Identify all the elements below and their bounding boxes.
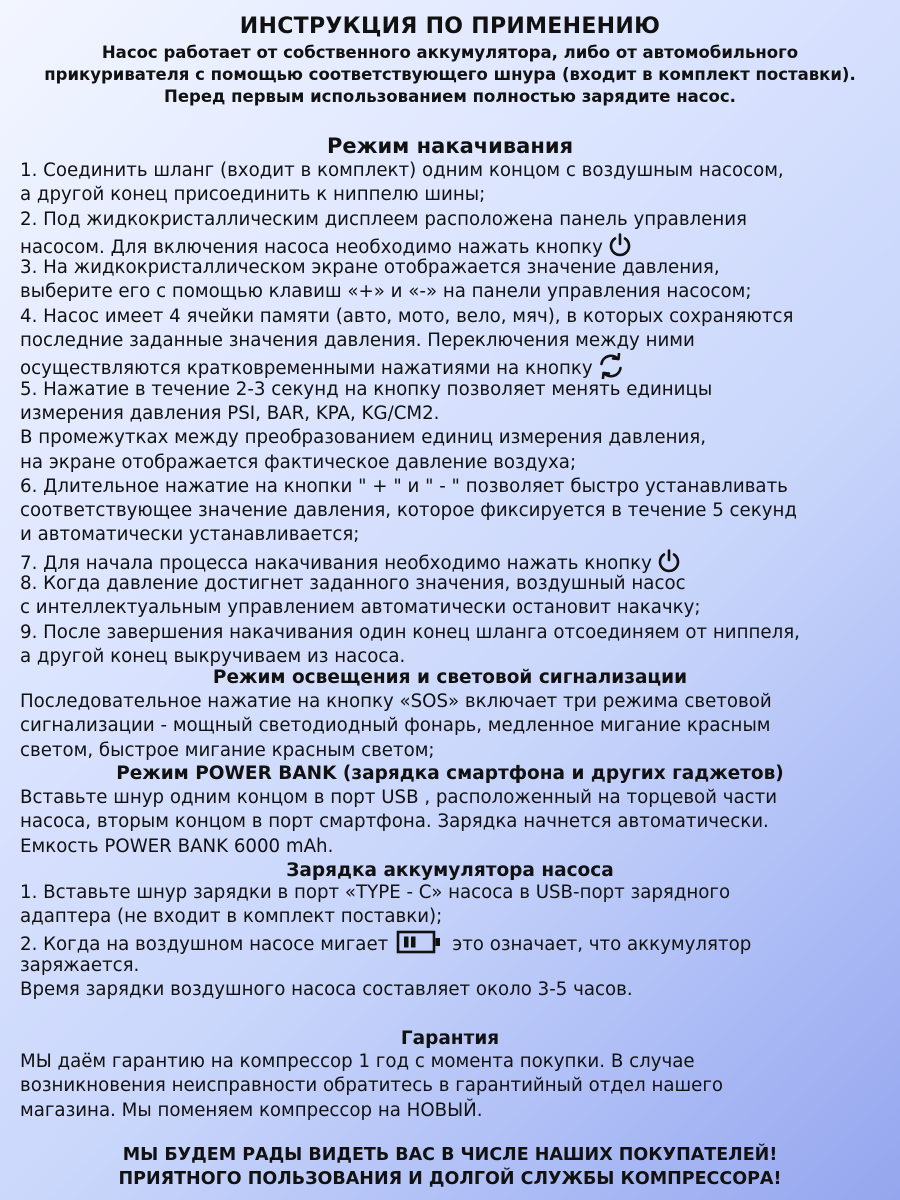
text-line: 2. Под жидкокристаллическим дисплеем расположена панель управления	[20, 208, 748, 230]
text-line-with-icon	[20, 232, 890, 256]
warranty-heading: Гарантия	[400, 1028, 500, 1049]
text-line: возникновения неисправности обратитесь в гарантийный отдел нашего	[20, 1075, 724, 1097]
text-line: осуществляются кратковременными нажатиями на кнопку	[20, 358, 593, 380]
text-line: и автоматически устанавливается;	[20, 524, 360, 546]
text-line: 5. Нажатие в течение 2-3 секунд на кнопку позволяет менять единицы	[20, 378, 713, 400]
page-title: ИНСТРУКЦИЯ ПО ПРИМЕНЕНИЮ	[239, 14, 661, 39]
intro-line: Перед первым использованием полностью зарядите насос.	[164, 87, 736, 106]
text-line: а другой конец присоединить к ниппелю шины;	[20, 184, 486, 206]
text-line: измерения давления PSI, BAR, KPA, KG/CM2.	[20, 402, 440, 424]
text-line: МЫ даём гарантию на компрессор 1 год с момента покупки. В случае	[20, 1051, 695, 1072]
text-line: это означает, что аккумулятор	[452, 933, 752, 955]
text-line: насосом. Для включения насоса необходимо нажать кнопку	[20, 236, 603, 258]
text-line: а другой конец выкручиваем из насоса.	[20, 645, 406, 667]
text-line: В промежутках между преобразованием единиц измерения давления,	[20, 427, 707, 449]
text-line: адаптера (не входит в комплект поставки);	[20, 906, 443, 928]
text-line: Последовательное нажатие на кнопку «SOS» включает три режима световой	[20, 691, 772, 712]
lighting-heading: Режим освещения и световой сигнализации	[212, 667, 688, 688]
text-line: Вставьте шнур одним концом в порт USB , расположенный на торцевой части	[20, 787, 778, 808]
text-line: 3. На жидкокристаллическом экране отображается значение давления,	[20, 257, 720, 279]
text-line: соответствующее значение давления, которое фиксируется в течение 5 секунд	[20, 500, 797, 522]
battery-icon	[396, 930, 442, 961]
text-line: с интеллектуальным управлением автоматически остановит накачку;	[20, 597, 701, 619]
text-line: 1. Соединить шланг (входит в комплект) одним концом с воздушным насосом,	[20, 160, 784, 181]
text-line-with-icon	[20, 930, 890, 954]
closing-line: МЫ БУДЕМ РАДЫ ВИДЕТЬ ВАС В ЧИСЛЕ НАШИХ ПОКУПАТЕЛЕЙ!	[122, 1145, 778, 1165]
intro	[0, 42, 900, 108]
inflation-heading: Режим накачивания	[326, 134, 574, 158]
text-line-with-icon	[20, 353, 890, 380]
intro-line: Насос работает от собственного аккумулятора, либо от автомобильного	[101, 43, 799, 62]
text-line: 7. Для начала процесса накачивания необходимо нажать кнопку	[20, 552, 652, 574]
text-line: 1. Вставьте шнур зарядки в порт «TYPE - C» насоса в USB-порт зарядного	[20, 882, 731, 903]
text-line: 6. Длительное нажатие на кнопки " + " и " - " позволяет быстро устанавливать	[20, 475, 788, 497]
text-line: выберите его с помощью клавиш «+» и «-» на панели управления насосом;	[20, 281, 752, 303]
charging-body	[20, 881, 890, 1002]
powerbank-body	[20, 786, 890, 859]
closing-line: ПРИЯТНОГО ПОЛЬЗОВАНИЯ И ДОЛГОЙ СЛУЖБЫ КОМПРЕССОРА!	[118, 1169, 782, 1189]
text-line: на экране отображается фактическое давление воздуха;	[20, 451, 577, 473]
text-line: Емкость POWER BANK 6000 mAh.	[20, 835, 334, 857]
lighting-body	[20, 690, 890, 763]
intro-line: прикуривателя с помощью соответствующего шнура (входит в комплект поставки).	[44, 65, 856, 84]
warranty-body	[20, 1050, 890, 1123]
text-line: заряжается.	[20, 954, 140, 976]
text-line: последние заданные значения давления. Переключения между ними	[20, 330, 695, 352]
charging-heading: Зарядка аккумулятора насоса	[286, 860, 614, 881]
text-line-with-icon	[20, 548, 890, 572]
text-line: 2. Когда на воздушном насосе мигает	[20, 933, 389, 955]
text-line: 8. Когда давление достигнет заданного значения, воздушный насос	[20, 573, 686, 595]
text-line: насоса, вторым концом в порт смартфона. Зарядка начнется автоматически.	[20, 811, 769, 833]
text-line: сигнализации - мощный светодиодный фонарь, медленное мигание красным	[20, 715, 771, 737]
text-line: светом, быстрое мигание красным светом;	[20, 739, 435, 761]
text-line: 9. После завершения накачивания один конец шланга отсоединяем от ниппеля,	[20, 621, 800, 643]
text-line: магазина. Мы поменяем компрессор на НОВЫЙ.	[20, 1099, 483, 1121]
text-line: 4. Насос имеет 4 ячейки памяти (авто, мото, вело, мяч), в которых сохраняются	[20, 305, 794, 327]
powerbank-heading: Режим POWER BANK (зарядка смартфона и других гаджетов)	[116, 763, 784, 784]
text-line: Время зарядки воздушного насоса составляет около 3-5 часов.	[20, 979, 633, 1001]
closing-message	[0, 1143, 900, 1191]
inflation-body	[20, 159, 890, 669]
